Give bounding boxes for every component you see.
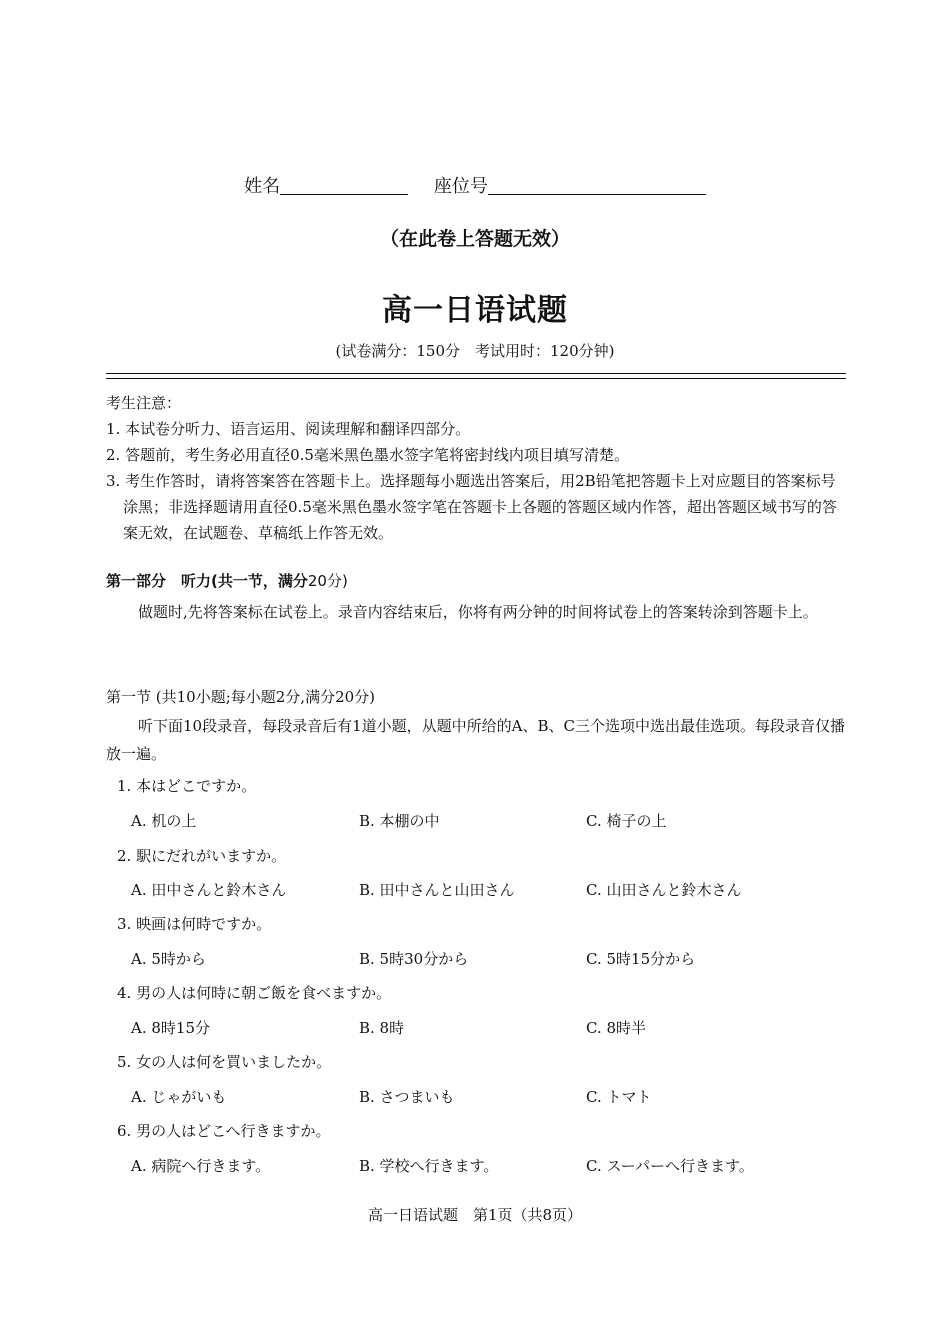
page-title: 高一日语试题: [382, 293, 568, 328]
option-b: B. 8時: [359, 1019, 405, 1037]
question-stem: 4. 男の人は何時に朝ご飯を食べますか。: [117, 984, 392, 1002]
option-c: C. 8時半: [586, 1019, 647, 1037]
question-stem: 5. 女の人は何を買いましたか。: [117, 1053, 332, 1071]
name-label: 姓名: [244, 176, 281, 197]
part1-intro: 做题时,先将答案标在试卷上。录音内容结束后，你将有两分钟的时间将试卷上的答案转涂到答题卡上。: [138, 603, 818, 621]
name-blank: [280, 176, 408, 195]
question-stem: 3. 映画は何時ですか。: [117, 915, 272, 933]
candidate-notes: [106, 390, 846, 546]
section1-title: 第一节 (共10小题;每小题2分,满分20分): [106, 688, 376, 706]
note-item: 2. 答题前，考生务必用直径0.5毫米黑色墨水签字笔将密封线内项目填写清楚。: [106, 446, 629, 464]
option-b: B. 学校へ行きます。: [359, 1157, 499, 1175]
page-footer: 高一日语试题 第1页（共8页）: [367, 1206, 583, 1224]
part1-title: [106, 570, 348, 591]
seat-blank: [488, 176, 706, 195]
note-item: 1. 本试卷分听力、语言运用、阅读理解和翻译四部分。: [106, 420, 471, 438]
student-info-line: [0, 172, 950, 198]
seat-label: 座位号: [433, 176, 488, 197]
option-b: B. 本棚の中: [359, 812, 440, 830]
option-a: A. 田中さんと鈴木さん: [131, 881, 287, 899]
part1-title-main: 第一部分 听力(共一节，满分: [106, 572, 308, 590]
part1-title-score: 20分): [307, 572, 348, 590]
question-stem: 6. 男の人はどこへ行きますか。: [117, 1122, 331, 1140]
option-a: A. 病院へ行きます。: [131, 1157, 271, 1175]
option-b: B. さつまいも: [359, 1088, 455, 1106]
option-c: C. 5時15分から: [586, 950, 696, 968]
divider-line: [106, 373, 846, 374]
option-c: C. スーパーへ行きます。: [586, 1157, 754, 1175]
option-a: A. 5時から: [131, 950, 206, 968]
option-a: A. 机の上: [131, 812, 197, 830]
divider-line: [106, 378, 846, 379]
option-c: C. 椅子の上: [586, 812, 667, 830]
option-c: C. 山田さんと鈴木さん: [586, 881, 742, 899]
question-stem: 2. 駅にだれがいますか。: [117, 847, 287, 865]
section1-intro: 听下面10段录音，每段录音后有1道小题，从题中所给的A、B、C三个选项中选出最佳选项。每段录音仅播放一遍。: [106, 717, 845, 763]
option-c: C. トマト: [586, 1088, 652, 1106]
notes-heading: 考生注意：: [106, 394, 182, 412]
exam-info: (试卷满分：150分 考试用时：120分钟): [335, 342, 615, 360]
question-stem: 1. 本はどこですか。: [117, 777, 257, 795]
note-item: 3. 考生作答时，请将答案答在答题卡上。选择题每小题选出答案后，用2B铅笔把答题卡上对应题目的答案标号涂黑；非选择题请用直径0.5毫米黑色墨水签字笔在答题卡上各题的答题区域内作答，超出答题区域书写的答案无效，在试题卷、草稿纸上作答无效。: [106, 472, 837, 542]
option-a: A. じゃがいも: [131, 1088, 227, 1106]
option-a: A. 8時15分: [131, 1019, 210, 1037]
option-b: B. 5時30分から: [359, 950, 469, 968]
invalid-answer-notice: （在此卷上答题无效）: [379, 228, 570, 250]
option-b: B. 田中さんと山田さん: [359, 881, 515, 899]
